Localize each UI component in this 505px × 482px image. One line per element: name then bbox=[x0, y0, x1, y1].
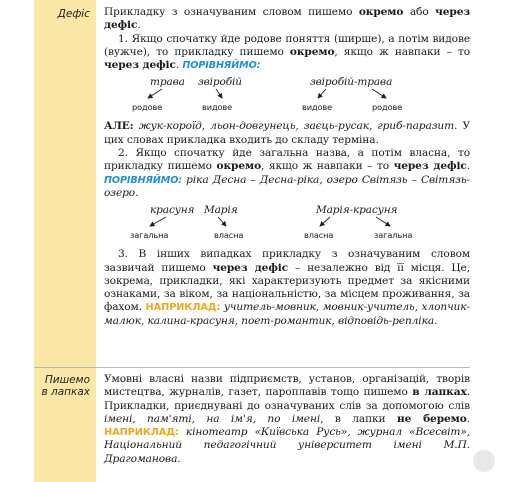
rule-3-paragraph: 3. В інших випадках прикладку з означуваним словом зазвичай пишемо через дефіс – незалежно від її місця. Це, зокрема, прикладки, які характеризують предмет за якісними ознаками, за віком, за національністю, за місцем проживання, за фахом. НАПРИКЛАД: учитель-мовник, мовник-учитель, хлопчик-малюк, калина-красуня, поет-романтик, відповідь-репліка. bbox=[104, 248, 470, 327]
diagram-label: власна bbox=[214, 230, 244, 241]
diagram-label: родове bbox=[372, 102, 403, 113]
diagram-label: загальна bbox=[374, 230, 413, 241]
diagram-label: загальна bbox=[130, 230, 169, 241]
compare-keyword: ПОРІВНЯЙМО: bbox=[182, 60, 261, 72]
diagram-label: власна bbox=[304, 230, 334, 241]
diagram-word: звіробій bbox=[198, 76, 242, 89]
example-keyword: НАПРИКЛАД: bbox=[104, 427, 179, 439]
diagram-label: видове bbox=[202, 102, 233, 113]
rule-1-paragraph: 1. Якщо спочатку йде родове поняття (ширше), а потім видове (вужче), то прикладку пишемо окремо, якщо ж навпаки – то через дефіс. ПОРІВНЯЙМО: bbox=[104, 32, 470, 72]
diagram-genus-species bbox=[104, 74, 470, 114]
diagram-common-proper bbox=[104, 202, 470, 242]
compare-keyword: ПОРІВНЯЙМО: bbox=[104, 174, 182, 186]
diagram-word: Марія-красуня bbox=[316, 204, 398, 217]
sidebar-label-quotes-line1: Пишемо bbox=[44, 374, 90, 386]
diagram-label: видове bbox=[302, 102, 333, 113]
diagram-label: родове bbox=[132, 102, 163, 113]
diagram-word: трава bbox=[150, 76, 185, 89]
diagram-word: Марія bbox=[204, 204, 238, 217]
sidebar-label-hyphen: Дефіс bbox=[57, 8, 90, 20]
content-quotes bbox=[104, 373, 470, 466]
page-corner-decoration bbox=[473, 450, 495, 472]
diagram-word: красуня bbox=[150, 204, 195, 217]
rule-2-paragraph: 2. Якщо спочатку йде загальна назва, а потім власна, то прикладку пишемо окремо, якщо ж навпаки – то через дефіс. ПОРІВНЯЙМО: ріка Десна – Десна-ріка, озеро Світязь – Світязь-озеро. bbox=[104, 147, 471, 199]
diagram-arrows bbox=[104, 202, 470, 242]
section-divider bbox=[34, 367, 470, 368]
exception-paragraph: АЛЕ: жук-короїд, льон-довгунець, заєць-русак, гриб-паразит. У цих словах прикладка входить до складу терміна. bbox=[104, 120, 470, 146]
diagram-word: звіробій-трава bbox=[310, 76, 393, 89]
intro-paragraph: Прикладку з означуваним словом пишемо окремо або через дефіс. bbox=[104, 6, 470, 32]
quotes-paragraph: Умовні власні назви підприємств, установ, організацій, творів мистецтва, журналів, газет, пароплавів тощо пишемо в лапках. Прикладки, приєднувані до означуваних слів за допомогою слів імені, пам'яті, на ім'я, по імені, в лапки не беремо. НАПРИКЛАД: кінотеатр «Київська Русь», журнал «Всесвіт», Національний педагогічний університет імені М.П. Драгоманова. bbox=[104, 373, 470, 465]
sidebar-label-quotes bbox=[41, 374, 90, 398]
content-hyphen bbox=[104, 6, 470, 328]
sidebar-label-quotes-line2: в лапках bbox=[41, 386, 90, 398]
example-keyword: НАПРИКЛАД: bbox=[145, 302, 221, 314]
sidebar-column bbox=[34, 0, 96, 482]
diagram-arrows bbox=[104, 74, 470, 114]
